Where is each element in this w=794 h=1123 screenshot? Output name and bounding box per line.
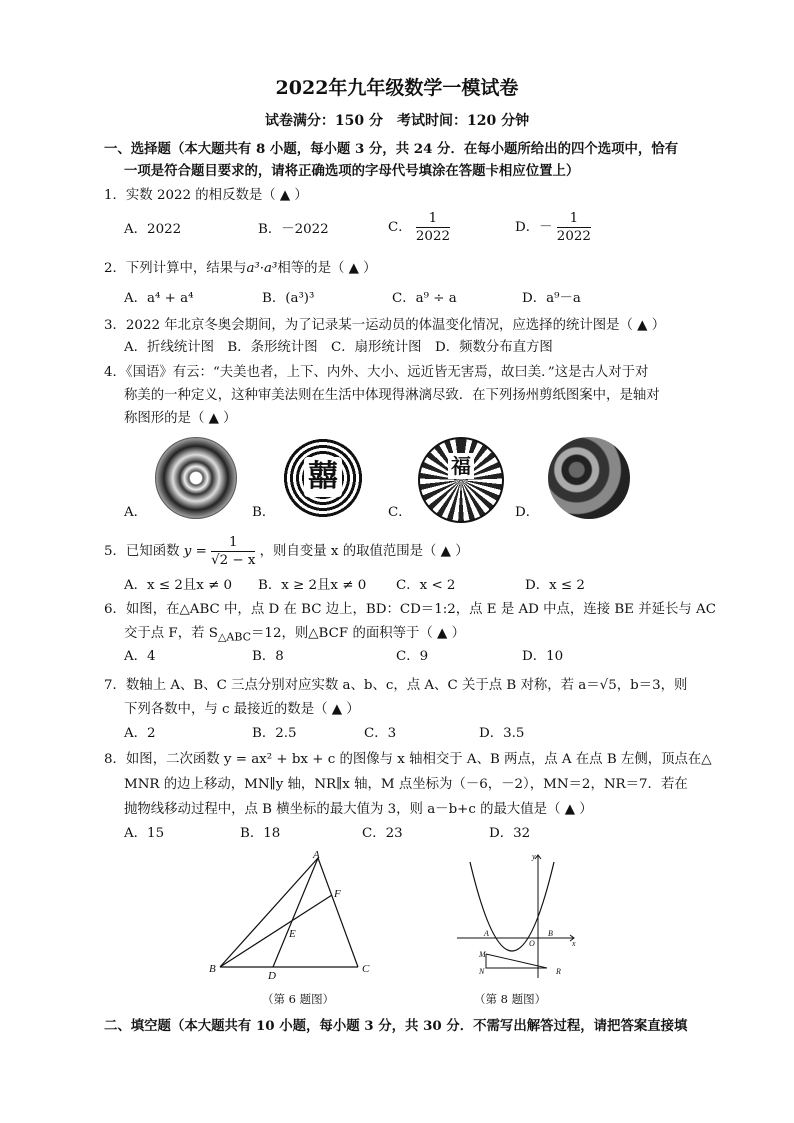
q2-option-b: B．(a³)³ (262, 291, 315, 306)
q3-options: A．折线统计图 B．条形统计图 C．扇形统计图 D．频数分布直方图 (124, 340, 553, 355)
q1-option-b: B．－2022 (258, 222, 329, 237)
q4-option-c: C． (388, 505, 412, 520)
label-A: A (484, 929, 489, 938)
q5-stem: 5．已知函数 y = $\frac{1}{√2 - x}$ ，则自变量 x 的取值范围是（ ▲ ） (104, 535, 469, 568)
label-B: B (548, 929, 553, 938)
double-happiness-glyph: 囍 (304, 457, 342, 497)
section2-heading: 二、填空题（本大题共有 10 小题，每小题 3 分，共 30 分．不需写出解答过程，请把答案直接填 (104, 1018, 688, 1034)
q5-fraction: $\frac{1}{√2 - x}$ (211, 535, 256, 568)
page-title: 2022年九年级数学一模试卷 (275, 77, 519, 99)
q6-option-b: B．8 (252, 649, 284, 664)
section1-heading: 一、选择题（本大题共有 8 小题，每小题 3 分，共 24 分．在每小题所给出的四个选项中，恰有 (104, 141, 679, 157)
q4-option-b: B． (252, 505, 276, 520)
label-F: F (334, 888, 341, 900)
q7-option-a: A．2 (124, 726, 156, 741)
q5-option-b: B．x ≥ 2且x ≠ 0 (258, 578, 367, 593)
q6-line1: 6．如图，在△ABC 中，点 D 在 BC 边上，BD：CD＝1:2，点 E 是 AD 中点，连接 BE 并延长与 AC (104, 602, 716, 617)
segment-AB (220, 858, 318, 967)
q8-option-a: A．15 (124, 826, 165, 841)
q1-stem: 1．实数 2022 的相反数是（ ▲ ） (104, 188, 308, 203)
papercut-fortune-image (418, 437, 504, 523)
q7-option-c: C．3 (364, 726, 397, 741)
q4-line2: 称美的一种定义，这种审美法则在生活中体现得淋漓尽致．在下列扬州剪纸图案中，是轴对 (124, 388, 660, 403)
q8-option-d: D．32 (489, 826, 531, 841)
label-y: y (532, 852, 536, 861)
q6-option-c: C．9 (396, 649, 429, 664)
q1-c-fraction: $\frac{1}{2022}$ (415, 211, 450, 244)
q2-stem: 2．下列计算中，结果与a³·a³相等的是（ ▲ ） (104, 261, 377, 276)
figure-8-caption: （第 8 题图） (474, 992, 547, 1006)
q8-option-b: B．18 (240, 826, 281, 841)
q4-option-d: D． (515, 505, 540, 520)
papercut-double-happiness-image (282, 437, 364, 519)
q8-line2: MNR 的边上移动，MN∥y 轴，NR∥x 轴，M 点坐标为（－6，－2），MN＝2，NR＝7．若在 (124, 777, 688, 792)
q6-option-d: D．10 (522, 649, 564, 664)
q1-d-fraction: $\frac{1}{2022}$ (556, 211, 591, 244)
fortune-glyph: 福 (448, 453, 474, 479)
q1-option-a: A．2022 (124, 222, 182, 237)
label-R: R (556, 967, 561, 976)
q4-option-a: A． (124, 505, 148, 520)
q4-line3: 称图形的是（ ▲ ） (124, 411, 237, 426)
label-O: O (529, 939, 535, 948)
label-D: D (268, 970, 276, 980)
exam-info: 试卷满分：150 分 考试时间：120 分钟 (264, 113, 530, 129)
label-C: C (362, 963, 370, 975)
q8-line1: 8．如图，二次函数 y = ax² + bx + c 的图像与 x 轴相交于 A、B 两点，点 A 在点 B 左侧，顶点在△ (104, 752, 712, 767)
figure-8-parabola (452, 850, 592, 980)
label-M: M (479, 950, 486, 959)
q5-option-c: C．x < 2 (396, 578, 456, 593)
q1-option-d: D．－ $\frac{1}{2022}$ (515, 211, 591, 244)
section1-heading-cont: 一项是符合题目要求的，请将正确选项的字母代号填涂在答题卡相应位置上） (124, 163, 580, 179)
q4-line1: 4．《国语》有云：“夫美也者，上下、内外、大小、远近皆无害焉，故曰美．”这是古人对于对 (104, 365, 649, 380)
label-x: x (572, 939, 576, 948)
papercut-phoenix-image (548, 437, 630, 519)
figure-6-caption: （第 6 题图） (262, 992, 335, 1006)
q2-option-a: A．a⁴ + a⁴ (124, 291, 194, 306)
q5-option-a: A．x ≤ 2且x ≠ 0 (124, 578, 233, 593)
q8-option-c: C．23 (362, 826, 403, 841)
q7-option-d: D．3.5 (479, 726, 525, 741)
label-N: N (479, 967, 485, 976)
q7-line2: 下列各数中，与 c 最接近的数是（ ▲ ） (124, 702, 360, 717)
segment-AD (273, 858, 318, 967)
q7-line1: 7．数轴上 A、B、C 三点分别对应实数 a、b、c，点 A、C 关于点 B 对称，若 a＝√5，b＝3，则 (104, 678, 688, 693)
q7-option-b: B．2.5 (252, 726, 297, 741)
q6-option-a: A．4 (124, 649, 156, 664)
q8-line3: 抛物线移动过程中，点 B 横坐标的最大值为 3，则 a－b+c 的最大值是（ ▲ ） (124, 802, 593, 817)
q3-stem: 3．2022 年北京冬奥会期间，为了记录某一运动员的体温变化情况，应选择的统计图是（ ▲ ） (104, 318, 666, 333)
label-A: A (313, 850, 320, 861)
segment-BF (220, 895, 332, 967)
q5-option-d: D．x ≤ 2 (525, 578, 585, 593)
papercut-flowers-image (155, 437, 237, 519)
label-B: B (209, 963, 216, 975)
figure-6-triangle (200, 850, 390, 980)
q6-line2: 交于点 F，若 $S_{\triangle ABC}=12$，则△BCF 的面积等于（ ▲ ） (124, 626, 465, 644)
label-E: E (289, 928, 296, 940)
q2-option-c: C．a⁹ ÷ a (392, 291, 457, 306)
q2-option-d: D．a⁹－a (522, 291, 581, 306)
q1-option-c: C． $\frac{1}{2022}$ (388, 211, 450, 244)
segment-AC (318, 858, 358, 967)
